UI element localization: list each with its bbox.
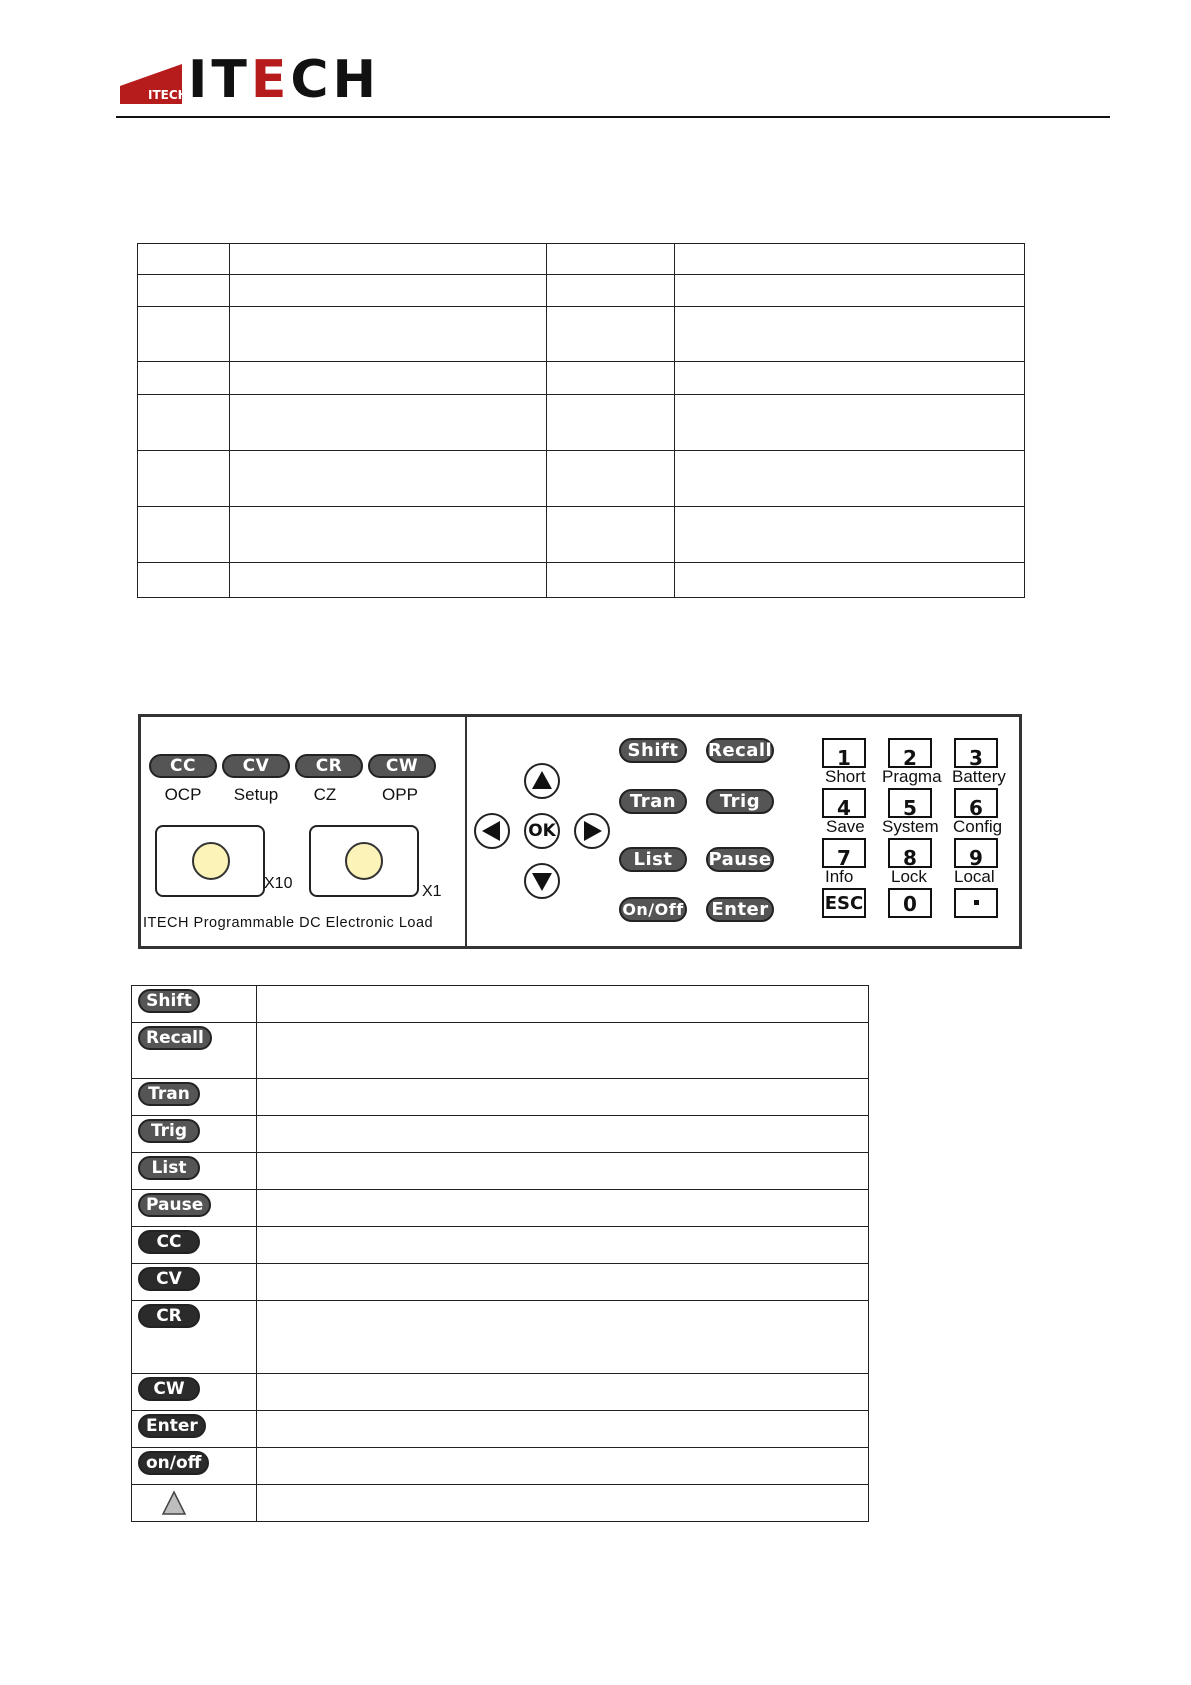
key-7[interactable]: 7 <box>822 838 866 868</box>
table-row <box>138 275 1025 307</box>
legend-cr-key: CR <box>138 1304 200 1328</box>
enter-button[interactable]: Enter <box>706 897 774 922</box>
legend-recall-key: Recall <box>138 1026 212 1050</box>
opp-label: OPP <box>382 785 418 804</box>
cc-button[interactable]: CC <box>149 754 217 778</box>
key-4[interactable]: 4 <box>822 788 866 818</box>
pragma-label: Pragma <box>882 767 942 786</box>
legend-on-off-key: on/off <box>138 1451 209 1475</box>
coarse-knob[interactable] <box>155 825 265 897</box>
table-row <box>138 507 1025 563</box>
table-row <box>132 1448 869 1485</box>
config-label: Config <box>953 817 1003 836</box>
spec-table <box>137 243 1025 598</box>
dot-icon <box>974 900 979 905</box>
legend-pause-key: Pause <box>138 1193 211 1217</box>
shift-button[interactable]: Shift <box>619 738 687 763</box>
arrow-right-icon <box>576 815 608 847</box>
table-row <box>138 307 1025 362</box>
short-label: Short <box>825 767 866 786</box>
legend-shift-key: Shift <box>138 989 200 1013</box>
page-header <box>116 50 1110 120</box>
local-label: Local <box>954 867 995 886</box>
pause-button[interactable]: Pause <box>706 847 774 872</box>
trig-button[interactable]: Trig <box>706 789 774 814</box>
itech-logo-icon <box>120 64 188 104</box>
cz-label: CZ <box>313 785 337 804</box>
arrow-up-icon <box>526 765 558 797</box>
knob-icon <box>345 842 383 880</box>
legend-trig-key: Trig <box>138 1119 200 1143</box>
table-row <box>138 362 1025 395</box>
table-row <box>138 563 1025 598</box>
table-row <box>132 1301 869 1374</box>
setup-label: Setup <box>233 785 279 804</box>
panel-divider <box>465 717 467 946</box>
legend-cv-key: CV <box>138 1267 200 1291</box>
key-0[interactable]: 0 <box>888 888 932 918</box>
x10-label: X10 <box>264 875 293 892</box>
legend-tran-key: Tran <box>138 1082 200 1106</box>
arrow-left-icon <box>476 815 508 847</box>
legend-list-key: List <box>138 1156 200 1180</box>
ocp-label: OCP <box>164 785 202 804</box>
table-row <box>132 1079 869 1116</box>
arrow-down-icon <box>526 865 558 897</box>
down-arrow-button[interactable] <box>524 863 560 899</box>
triangle-up-icon <box>161 1490 187 1516</box>
legend-cw-key: CW <box>138 1377 200 1401</box>
knob-icon <box>192 842 230 880</box>
table-row <box>132 1190 869 1227</box>
list-button[interactable]: List <box>619 847 687 872</box>
key-2[interactable]: 2 <box>888 738 932 768</box>
up-arrow-button[interactable] <box>524 763 560 799</box>
table-row <box>132 1116 869 1153</box>
table-row <box>138 395 1025 451</box>
key-8[interactable]: 8 <box>888 838 932 868</box>
decimal-point-key[interactable] <box>954 888 998 918</box>
recall-button[interactable]: Recall <box>708 740 773 761</box>
key-1[interactable]: 1 <box>822 738 866 768</box>
tran-button[interactable]: Tran <box>619 789 687 814</box>
on-off-button[interactable]: On/Off <box>619 897 687 922</box>
ok-button[interactable]: OK <box>524 813 560 849</box>
brand-text: ITECH Programmable DC Electronic Load <box>143 915 434 931</box>
table-row <box>132 1227 869 1264</box>
x1-label: X1 <box>422 883 442 900</box>
key-9[interactable]: 9 <box>954 838 998 868</box>
table-row <box>132 1153 869 1190</box>
left-arrow-button[interactable] <box>474 813 510 849</box>
right-arrow-button[interactable] <box>574 813 610 849</box>
lock-label: Lock <box>891 867 927 886</box>
header-divider <box>116 116 1110 118</box>
info-label: Info <box>825 867 854 886</box>
legend-cc-key: CC <box>138 1230 200 1254</box>
table-row <box>132 1485 869 1522</box>
key-5[interactable]: 5 <box>888 788 932 818</box>
fine-knob[interactable] <box>309 825 419 897</box>
cv-button[interactable]: CV <box>222 754 290 778</box>
key-legend-table <box>131 985 869 1522</box>
logo-wordmark: ITECH <box>188 50 381 110</box>
table-row <box>132 1264 869 1301</box>
key-6[interactable]: 6 <box>954 788 998 818</box>
cr-button[interactable]: CR <box>295 754 363 778</box>
table-row <box>132 1374 869 1411</box>
table-row <box>132 1411 869 1448</box>
logo-mark-text: ITECH <box>148 88 188 102</box>
key-3[interactable]: 3 <box>954 738 998 768</box>
system-label: System <box>882 817 939 836</box>
table-row <box>138 451 1025 507</box>
table-row <box>132 1023 869 1079</box>
table-row <box>132 986 869 1023</box>
esc-key[interactable]: ESC <box>822 888 866 918</box>
cw-button[interactable]: CW <box>368 754 436 778</box>
battery-label: Battery <box>952 767 1006 786</box>
legend-enter-key: Enter <box>138 1414 206 1438</box>
table-row <box>138 244 1025 275</box>
front-panel <box>138 714 1022 949</box>
save-label: Save <box>826 817 865 836</box>
